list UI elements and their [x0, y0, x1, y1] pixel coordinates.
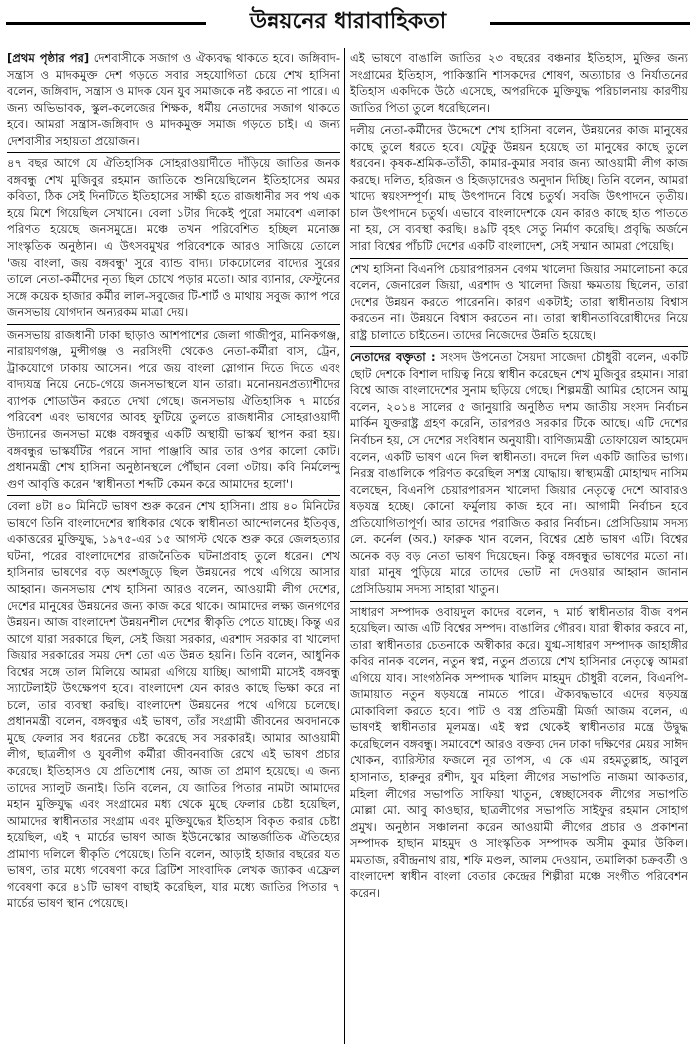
paragraph-text: বেলা ৪টা ৪০ মিনিটে ভাষণ শুরু করেন শেখ হাসিনা। প্রায় ৪০ মিনিটের ভাষণে তিনি বাংলাদেশের স্বাধিকার থেকে স্বাধীনতা আন্দোলনের ইতিবৃত্ত, একাত্তরের মুক্তিযুদ্ধ, ১৯৭৫-এর ১৫ আগস্ট থেকে শুরু করে জেলহত্যার ঘটনা, পরের বাংলাদেশের রাজনৈতিক ঘটনাপ্রবাহ তুলে ধরেন। শেখ হাসিনার ভাষণের বড় অংশজুড়ে ছিল উন্নয়নের পথে এগিয়ে আসার আহ্বান। জনসভায় শেখ হাসিনা আরও বলেন, আওয়ামী লীগ দেশের, দেশের মানুষের উন্নয়নের জন্য কাজ করে থাকে। আমাদের লক্ষ্য জনগণের উন্নয়ন। আজ বাংলাদেশ উন্নয়নশীল দেশের স্বীকৃতি পেতে যাচ্ছে। কিন্তু এর আগে যারা সরকারে ছিল, সেই জিয়া সরকার, এরশাদ সরকার বা খালেদা জিয়ার সরকারের সময় দেশ তো এত উন্নত হয়নি। তিনি বলেন, আধুনিক বিশ্বের সঙ্গে তাল মিলিয়ে আমরা এগিয়ে যাচ্ছি। আগামী মাসেই বঙ্গবন্ধু স্যাটেলাইট উৎক্ষেপণ হবে। বাংলাদেশ যেন কারও কাছে ভিক্ষা করে না চলে, তার ব্যবস্থা করছি। বাংলাদেশ উন্নয়নের পথে এগিয়ে চলেছে। প্রধানমন্ত্রী বলেন, বঙ্গবন্ধুর এই ভাষণ, তাঁর সংগ্রামী জীবনের অবদানকে মুছে ফেলার সব ধরনের চেষ্টা করেছে সব সরকারই। আমার আওয়ামী লীগ, ছাত্রলীগ ও যুবলীগ কর্মীরা জীবনবাজি রেখে এই ভাষণ প্রচার করেছে। ইতিহাসও যে প্রতিশোধ নেয়, আজ তা প্রমাণ হয়েছে। এ জন্য তাদের স্যালুট জনাই। তিনি বলেন, যে জাতির পিতার নামটা আমাদের মহান মুক্তিযুদ্ধ এবং সংগ্রামের মধ্য থেকে মুছে ফেলার চেষ্টা হয়েছিল, আমাদের স্বাধীনতার সংগ্রাম এবং মুক্তিযুদ্ধের ইতিহাস বিকৃত করার চেষ্টা হয়েছিল, এই ৭ মার্চের ভাষণ আজ ইউনেস্কোর আন্তর্জাতিক ঐতিহ্যের প্রামাণ্য দলিলে স্বীকৃতি পেয়েছে। তিনি বলেন, আড়াই হাজার বছরের যত ভাষণ, তার মধ্যে গবেষণা করে ব্রিটিশ সাংবাদিক লেখক জ্যাকব এফ্রেল গবেষণা করে ৪১টি ভাষণ বাছাই করেছিল, যার মধ্যে জাতির পিতার ৭ মার্চের ভাষণ স্থান পেয়েছে। [7, 499, 340, 911]
section-kicker: নেতাদের বক্তৃতা : [350, 350, 436, 365]
article-paragraph [350, 346, 688, 600]
paragraph-text: ৪৭ বছর আগে যে ঐতিহাসিক সোহরাওয়ার্দীতে দাঁড়িয়ে জাতির জনক বঙ্গবন্ধু শেখ মুজিবুর রহমান জাতিকে শুনিয়েছিলেন ইতিহাসের অমর কবিতা, ঠিক সেই দিনটিতে ইতিহাসের সাক্ষী হতে রাজধানীর সব পথ এক হয়ে মিশে গিয়েছিল সেখানে। বেলা ১টার দিকেই পুরো সমাবেশ এলাকা পরিণত হয়েছে জনসমুদ্রে। মঞ্চে তখন পরিবেশিত হচ্ছিল মনোজ্ঞ সাংস্কৃতিক অনুষ্ঠান। এ উৎসবমুখর পরিবেশকে আরও সাজিয়ে তোলে 'জয় বাংলা, জয় বঙ্গবন্ধু' সুরে ব্যান্ড বাদ্য। ঢাকঢোলের বাদ্যের সুরের তালে নেতা-কর্মীদের নৃত্য ছিল চোখে পড়ার মতো। আর ব্যানার, ফেস্টুনের সঙ্গে কয়েক হাজার কর্মীর লাল-সবুজের টি-শার্ট ও মাথায় সবুজ ক্যাপ পরে জনসভায় যোগদান অন্যরকম মাত্রা দেয়। [7, 156, 340, 320]
paragraph-text: শেখ হাসিনা বিএনপি চেয়ারপারসন বেগম খালেদা জিয়ার সমালোচনা করে বলেন, জেনারেল জিয়া, এরশাদ ও খালেদা জিয়া ক্ষমতায় ছিলেন, তারা দেশের উন্নয়ন করতে পারেননি। কারণ একটাই; তারা স্বাধীনতায় বিশ্বাস করতেন না। উন্নয়নে বিশ্বাস করতেন না। তারা স্বাধীনতাবিরোধীদের নিয়ে রাষ্ট্র চালাতে চাইতেন। তাদের নিজেদের উন্নতি হয়েছে। [350, 261, 688, 342]
article-paragraph [350, 601, 688, 905]
article-paragraph [350, 119, 688, 257]
article-paragraph [7, 48, 340, 152]
paragraph-text: এই ভাষণে বাঙালি জাতির ২৩ বছরের বঞ্চনার ইতিহাস, মুক্তির জন্য সংগ্রামের ইতিহাস, পাকিস্তানি শাসকদের শোষণ, অত্যাচার ও নির্যাতনের ইতিহাস একদিকে উঠে এসেছে, অপরদিকে মুক্তিযুদ্ধ পরিচালনায় কারণীয় জাতির পিতা তুলে ধরেছিলেন। [350, 51, 688, 115]
article-paragraph [7, 324, 340, 495]
article-paragraph [7, 152, 340, 323]
headline-row [6, 0, 690, 44]
left-column [7, 48, 340, 1046]
article-paragraph [350, 258, 688, 347]
headline-rule-left [6, 22, 206, 25]
article-paragraph [350, 48, 688, 119]
paragraph-text: জনসভায় রাজধানী ঢাকা ছাড়াও আশপাশের জেলা গাজীপুর, মানিকগঞ্জ, নারায়ণগঞ্জ, মুন্সীগঞ্জ ও নরসিংদী থেকেও নেতা-কর্মীরা বাস, ট্রেন, ট্রাকযোগে ঢাকায় আসেন। পরে জয় বাংলা স্লোগান দিতে দিতে এবং বাদ্যযন্ত্র নিয়ে নেচে-গেয়ে জনসভাস্থলে যান তারা। মনোনয়নপ্রত্যাশীদের ব্যাপক শোডাউন করতে দেখা গেছে। জনসভায় ঐতিহাসিক ৭ মার্চের পরিবেশ এবং ভাষণের আবহ ফুটিয়ে তুলতে রাজধানীর সোহরাওয়ার্দী উদ্যানের জনসভা মঞ্চে বঙ্গবন্ধুর একটি অস্থায়ী ভাস্কর্য স্থাপন করা হয়। বঙ্গবন্ধুর ভাস্কর্যটির পরনে সাদা পাঞ্জাবি আর তার ওপর কালো কোট। প্রধানমন্ত্রী শেখ হাসিনা অনুষ্ঠানস্থলে পৌঁছান বেলা ৩টায়। কবি নির্মলেন্দু গুণ আবৃত্তি করেন 'স্বাধীনতা শব্দটি কেমন করে আমাদের হলো'। [7, 327, 340, 491]
paragraph-text: দলীয় নেতা-কর্মীদের উদ্দেশে শেখ হাসিনা বলেন, উন্নয়নের কাজ মানুষের কাছে তুলে ধরতে হবে। যেটুকু উন্নয়ন হয়েছে তা মানুষের কাছে তুলে ধরবেন। কৃষক-শ্রমিক-তাঁতী, কামার-কুমার সবার জন্য আওয়ামী লীগ কাজ করছে। দলিত, হরিজন ও হিজড়াদেরও অনুদান দিচ্ছি। তিনি বলেন, আমরা খাদ্যে স্বয়ংসম্পূর্ণ। মাছ উৎপাদনে বিশ্বে চতুর্থ। সবজি উৎপাদনে তৃতীয়। চাল উৎপাদনে চতুর্থ। এভাবে বাংলাদেশকে যেন কারও কাছে হাত পাততে না হয়, সে ব্যবস্থা করছি। ৪৯টি বৃহৎ সেতু নির্মাণ করেছি। প্রবৃদ্ধি অর্জনে সারা বিশ্বের পাঁচটি দেশের একটি বাংলাদেশ, সেই সম্মান আমরা পেয়েছি। [350, 123, 688, 254]
column-divider [344, 48, 345, 1044]
paragraph-text: সাধারণ সম্পাদক ওবায়দুল কাদের বলেন, ৭ মার্চ স্বাধীনতার বীজ বপন হয়েছিল। আজ এটি বিশ্বের সম্পদ। বাঙালির গৌরব। যারা স্বীকার করবে না, তারা স্বাধীনতার চেতনাকে অস্বীকার করে। যুগ্ম-সাধারণ সম্পাদক জাহাঙ্গীর কবির নানক বলেন, নতুন স্বপ্ন, নতুন প্রত্যয়ে শেখ হাসিনার নেতৃত্বে আমরা এগিয়ে যাব। সাংগঠনিক সম্পাদক খালিদ মাহমুদ চৌধুরী বলেন, বিএনপি-জামায়াত নতুন ষড়যন্ত্রে নামতে পারে। ঐক্যবদ্ধভাবে এদের ষড়যন্ত্র মোকাবিলা করতে হবে। পাট ও বস্ত্র প্রতিমন্ত্রী মির্জা আজম বলেন, এ ভাষণই স্বাধীনতার মূলমন্ত্র। এই স্বপ্ন থেকেই স্বাধীনতার মন্ত্রে উদ্বুদ্ধ করেছিলেন বঙ্গবন্ধু। সমাবেশে আরও বক্তব্য দেন ঢাকা দক্ষিণের মেয়র সাঈদ খোকন, ব্যারিস্টার ফজলে নূর তাপস, এ কে এম রহমতুল্লাহ, আবুল হাসানাত, হারুনুর রশীদ, যুব মহিলা লীগের সভাপতি নাজমা আকতার, মহিলা লীগের সভাপতি সাফিয়া খাতুন, স্বেচ্ছাসেবক লীগের সভাপতি মোল্লা মো. আবু কাওছার, ছাত্রলীগের সভাপতি সাইফুর রহমান সোহাগ প্রমুখ। অনুষ্ঠান সঞ্চালনা করেন আওয়ামী লীগের প্রচার ও প্রকাশনা সম্পাদক হাছান মাহমুদ ও সাংস্কৃতিক সম্পাদক অসীম কুমার উকিল। মমতাজ, রবীন্দ্রনাথ রায়, শফি মণ্ডল, আলম দেওয়ান, তমালিকা চক্রবর্তী ও বাংলাদেশ স্বাধীন বাংলা বেতার কেন্দ্রের শিল্পীরা মঞ্চে সংগীত পরিবেশন করেন। [350, 604, 688, 900]
paragraph-text: দেশবাসীকে সজাগ ও ঐক্যবদ্ধ থাকতে হবে। জঙ্গিবাদ-সন্ত্রাস ও মাদকমুক্ত দেশ গড়তে সবার সহযোগিতা চেয়ে শেখ হাসিনা বলেন, জঙ্গিবাদ, সন্ত্রাস ও মাদক যেন যুব সমাজকে নষ্ট করতে না পারে। এ জন্য অভিভাবক, স্কুল-কলেজের শিক্ষক, ধর্মীয় নেতাদের সজাগ থাকতে হবে। আমরা সন্ত্রাস-জঙ্গিবাদ ও মাদকমুক্ত সমাজ গড়তে চাই। এ জন্য দেশবাসীর সহায়তা প্রয়োজন। [7, 51, 340, 148]
headline-rule-right [490, 22, 690, 25]
article-paragraph [7, 495, 340, 915]
paragraph-text: সংসদ উপনেতা সৈয়দা সাজেদা চৌধুরী বলেন, একটি ছোট দেশকে বিশাল দায়িত্ব নিয়ে স্বাধীন করেছেন শেখ মুজিবুর রহমান। সারা বিশ্বে আজ বাংলাদেশের সুনাম ছড়িয়ে গেছে। শিল্পমন্ত্রী আমির হোসেন আমু বলেন, ২০১৪ সালের ৫ জানুয়ারি অনুষ্ঠিত দশম জাতীয় সংসদ নির্বাচন মার্কিন যুক্তরাষ্ট্র গ্রহণ করেনি, তারপরও সরকার টিকে আছে। এটি দেশের নির্বাচন হয়, সে দেশের সংবিধান অনুযায়ী। বাণিজ্যমন্ত্রী তোফায়েল আহমেদ বলেন, একটি ভাষণ এনে দিল স্বাধীনতা। বদলে দিল একটি জাতির ভাগ্য। নিরস্ত্র বাঙালিকে পরিণত করেছিল সশস্ত্র যোদ্ধায়। স্বাস্থ্যমন্ত্রী মোহাম্মদ নাসিম বলেছেন, বিএনপি চেয়ারপারসন খালেদা জিয়ার নেতৃত্বে দেশে আবারও ষড়যন্ত্র হচ্ছে। কোনো ফর্মুলায় কাজ হবে না। আগামী নির্বাচন হবে প্রতিযোগিতাপূর্ণ। আর তাদের পরাজিত করার নির্বাচন। প্রেসিডিয়াম সদস্য লে. কর্নেল (অব.) ফারুক খান বলেন, বিশ্বের শ্রেষ্ঠ ভাষণ এটি। বিশ্বের অনেক বড় বড় নেতা ভাষণ দিয়েছেন। কিন্তু বঙ্গবন্ধুর ভাষণের মতো না। যারা মানুষ পুড়িয়ে মারে তাদের ভোট না দেওয়ার আহ্বান জানান প্রেসিডিয়াম সদস্য সাহারা খাতুন। [350, 350, 688, 596]
right-column [350, 48, 688, 1046]
page-headline: উন্নয়নের ধারাবাহিকতা [249, 8, 447, 34]
continuation-kicker: [প্রথম পৃষ্ঠার পর] [7, 51, 90, 65]
